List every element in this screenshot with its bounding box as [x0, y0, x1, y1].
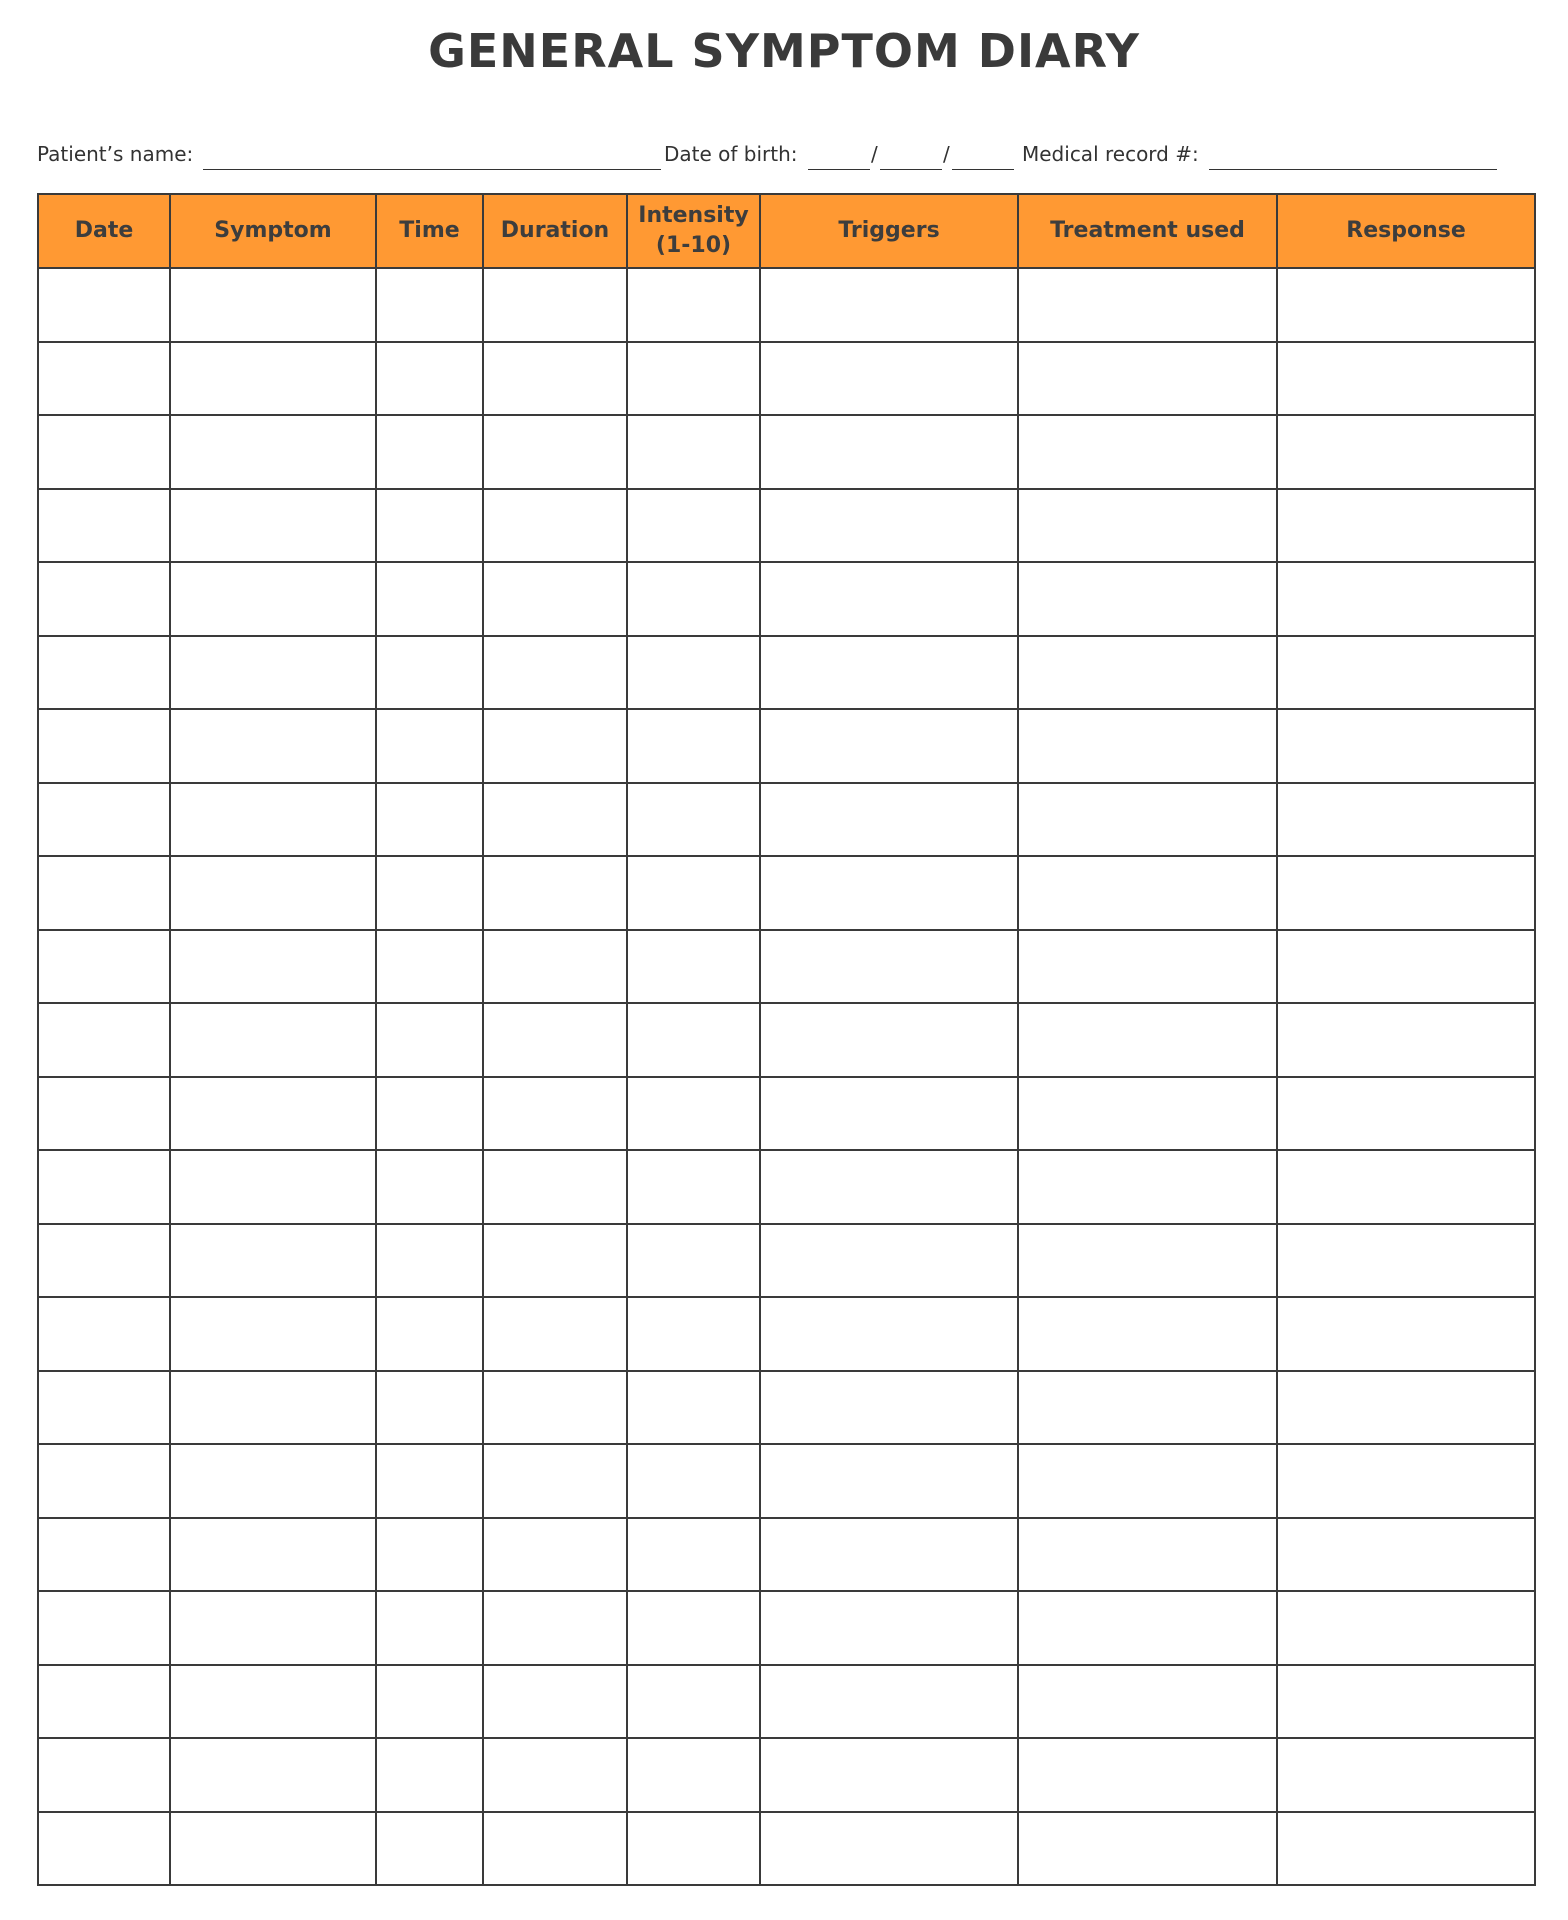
- cell-date[interactable]: [38, 1003, 170, 1077]
- cell-treatment-used[interactable]: [1018, 1150, 1277, 1224]
- table-row: [38, 1003, 1535, 1077]
- cell-intensity[interactable]: [627, 1297, 760, 1371]
- cell-response[interactable]: [1277, 930, 1535, 1004]
- column-header-symptom: Symptom: [170, 194, 376, 268]
- cell-symptom[interactable]: [170, 1371, 376, 1445]
- cell-treatment-used[interactable]: [1018, 783, 1277, 857]
- cell-response[interactable]: [1277, 1077, 1535, 1151]
- cell-date[interactable]: [38, 1150, 170, 1224]
- cell-intensity[interactable]: [627, 636, 760, 710]
- cell-triggers[interactable]: [760, 1297, 1018, 1371]
- cell-triggers[interactable]: [760, 1665, 1018, 1739]
- cell-duration[interactable]: [483, 1518, 627, 1592]
- cell-symptom[interactable]: [170, 562, 376, 636]
- cell-date[interactable]: [38, 1297, 170, 1371]
- cell-treatment-used[interactable]: [1018, 415, 1277, 489]
- cell-symptom[interactable]: [170, 1150, 376, 1224]
- cell-time[interactable]: [376, 1077, 483, 1151]
- cell-symptom[interactable]: [170, 930, 376, 1004]
- cell-response[interactable]: [1277, 1812, 1535, 1886]
- cell-symptom[interactable]: [170, 636, 376, 710]
- cell-intensity[interactable]: [627, 1812, 760, 1886]
- cell-symptom[interactable]: [170, 489, 376, 563]
- column-header-duration: Duration: [483, 194, 627, 268]
- cell-duration[interactable]: [483, 1003, 627, 1077]
- cell-treatment-used[interactable]: [1018, 1444, 1277, 1518]
- table-row: [38, 1297, 1535, 1371]
- cell-time[interactable]: [376, 930, 483, 1004]
- cell-response[interactable]: [1277, 415, 1535, 489]
- cell-time[interactable]: [376, 562, 483, 636]
- table-row: [38, 1812, 1535, 1886]
- cell-duration[interactable]: [483, 930, 627, 1004]
- table-row: [38, 415, 1535, 489]
- table-row: [38, 636, 1535, 710]
- cell-triggers[interactable]: [760, 856, 1018, 930]
- table-row: [38, 268, 1535, 342]
- dob-label: Date of birth:: [664, 142, 798, 166]
- cell-response[interactable]: [1277, 1665, 1535, 1739]
- cell-symptom[interactable]: [170, 1297, 376, 1371]
- dob-day-field[interactable]: [880, 169, 942, 170]
- cell-time[interactable]: [376, 783, 483, 857]
- table-body: [38, 268, 1535, 1885]
- table-row: [38, 1150, 1535, 1224]
- cell-time[interactable]: [376, 1003, 483, 1077]
- cell-date[interactable]: [38, 342, 170, 416]
- cell-treatment-used[interactable]: [1018, 1224, 1277, 1298]
- cell-response[interactable]: [1277, 1150, 1535, 1224]
- table-row: [38, 1591, 1535, 1665]
- cell-intensity[interactable]: [627, 1077, 760, 1151]
- table-row: [38, 930, 1535, 1004]
- column-header-treatment-used: Treatment used: [1018, 194, 1277, 268]
- cell-intensity[interactable]: [627, 268, 760, 342]
- cell-response[interactable]: [1277, 1003, 1535, 1077]
- cell-symptom[interactable]: [170, 856, 376, 930]
- cell-treatment-used[interactable]: [1018, 930, 1277, 1004]
- cell-response[interactable]: [1277, 1444, 1535, 1518]
- column-header-date: Date: [38, 194, 170, 268]
- cell-response[interactable]: [1277, 1297, 1535, 1371]
- cell-response[interactable]: [1277, 489, 1535, 563]
- cell-duration[interactable]: [483, 268, 627, 342]
- patient-name-field[interactable]: [203, 169, 661, 170]
- cell-treatment-used[interactable]: [1018, 856, 1277, 930]
- cell-intensity[interactable]: [627, 1738, 760, 1812]
- cell-duration[interactable]: [483, 709, 627, 783]
- cell-duration[interactable]: [483, 1371, 627, 1445]
- cell-duration[interactable]: [483, 1297, 627, 1371]
- cell-symptom[interactable]: [170, 1077, 376, 1151]
- cell-response[interactable]: [1277, 1518, 1535, 1592]
- cell-treatment-used[interactable]: [1018, 1812, 1277, 1886]
- cell-intensity[interactable]: [627, 1003, 760, 1077]
- cell-triggers[interactable]: [760, 342, 1018, 416]
- cell-triggers[interactable]: [760, 1224, 1018, 1298]
- cell-response[interactable]: [1277, 342, 1535, 416]
- medical-record-label: Medical record #:: [1022, 142, 1199, 166]
- cell-triggers[interactable]: [760, 1371, 1018, 1445]
- cell-time[interactable]: [376, 636, 483, 710]
- cell-time[interactable]: [376, 268, 483, 342]
- cell-intensity[interactable]: [627, 1444, 760, 1518]
- column-header-triggers: Triggers: [760, 194, 1018, 268]
- cell-intensity[interactable]: [627, 1665, 760, 1739]
- medical-record-field[interactable]: [1209, 169, 1497, 170]
- cell-duration[interactable]: [483, 856, 627, 930]
- cell-triggers[interactable]: [760, 415, 1018, 489]
- cell-response[interactable]: [1277, 783, 1535, 857]
- cell-response[interactable]: [1277, 1224, 1535, 1298]
- cell-triggers[interactable]: [760, 1077, 1018, 1151]
- cell-triggers[interactable]: [760, 1591, 1018, 1665]
- table-row: [38, 342, 1535, 416]
- column-header-response: Response: [1277, 194, 1535, 268]
- cell-date[interactable]: [38, 856, 170, 930]
- cell-intensity[interactable]: [627, 1224, 760, 1298]
- cell-intensity[interactable]: [627, 709, 760, 783]
- cell-date[interactable]: [38, 1738, 170, 1812]
- cell-date[interactable]: [38, 1077, 170, 1151]
- cell-date[interactable]: [38, 1371, 170, 1445]
- table-row: [38, 1077, 1535, 1151]
- cell-symptom[interactable]: [170, 1591, 376, 1665]
- cell-triggers[interactable]: [760, 1003, 1018, 1077]
- cell-time[interactable]: [376, 1371, 483, 1445]
- cell-triggers[interactable]: [760, 709, 1018, 783]
- cell-treatment-used[interactable]: [1018, 1518, 1277, 1592]
- cell-date[interactable]: [38, 1444, 170, 1518]
- cell-duration[interactable]: [483, 1077, 627, 1151]
- cell-triggers[interactable]: [760, 636, 1018, 710]
- cell-treatment-used[interactable]: [1018, 1077, 1277, 1151]
- cell-duration[interactable]: [483, 1738, 627, 1812]
- table-row: [38, 1665, 1535, 1739]
- table-row: [38, 783, 1535, 857]
- cell-time[interactable]: [376, 1738, 483, 1812]
- cell-symptom[interactable]: [170, 1224, 376, 1298]
- cell-response[interactable]: [1277, 562, 1535, 636]
- table-row: [38, 1518, 1535, 1592]
- cell-duration[interactable]: [483, 636, 627, 710]
- table-row: [38, 1444, 1535, 1518]
- cell-date[interactable]: [38, 1518, 170, 1592]
- cell-date[interactable]: [38, 268, 170, 342]
- table-row: [38, 856, 1535, 930]
- dob-separator: /: [943, 142, 950, 166]
- cell-treatment-used[interactable]: [1018, 1297, 1277, 1371]
- cell-time[interactable]: [376, 856, 483, 930]
- cell-duration[interactable]: [483, 1812, 627, 1886]
- page-title: GENERAL SYMPTOM DIARY: [428, 24, 1140, 78]
- cell-symptom[interactable]: [170, 1444, 376, 1518]
- column-header-intensity: Intensity (1-10): [627, 194, 760, 268]
- cell-symptom[interactable]: [170, 415, 376, 489]
- cell-treatment-used[interactable]: [1018, 1738, 1277, 1812]
- cell-time[interactable]: [376, 489, 483, 563]
- cell-treatment-used[interactable]: [1018, 1665, 1277, 1739]
- cell-intensity[interactable]: [627, 930, 760, 1004]
- cell-duration[interactable]: [483, 1591, 627, 1665]
- cell-triggers[interactable]: [760, 1444, 1018, 1518]
- cell-intensity[interactable]: [627, 783, 760, 857]
- table-row: [38, 709, 1535, 783]
- cell-symptom[interactable]: [170, 1518, 376, 1592]
- cell-intensity[interactable]: [627, 562, 760, 636]
- table-header-row: [38, 194, 1535, 268]
- cell-date[interactable]: [38, 415, 170, 489]
- cell-symptom[interactable]: [170, 1812, 376, 1886]
- cell-response[interactable]: [1277, 268, 1535, 342]
- cell-date[interactable]: [38, 783, 170, 857]
- cell-intensity[interactable]: [627, 1591, 760, 1665]
- cell-response[interactable]: [1277, 709, 1535, 783]
- patient-name-label: Patient’s name:: [37, 142, 194, 166]
- cell-intensity[interactable]: [627, 1371, 760, 1445]
- cell-date[interactable]: [38, 1812, 170, 1886]
- cell-date[interactable]: [38, 709, 170, 783]
- cell-time[interactable]: [376, 415, 483, 489]
- cell-duration[interactable]: [483, 783, 627, 857]
- cell-intensity[interactable]: [627, 1150, 760, 1224]
- dob-month-field[interactable]: [808, 169, 870, 170]
- cell-symptom[interactable]: [170, 709, 376, 783]
- cell-date[interactable]: [38, 1224, 170, 1298]
- table-row: [38, 1371, 1535, 1445]
- cell-symptom[interactable]: [170, 268, 376, 342]
- cell-time[interactable]: [376, 1224, 483, 1298]
- cell-symptom[interactable]: [170, 1003, 376, 1077]
- cell-duration[interactable]: [483, 1224, 627, 1298]
- cell-symptom[interactable]: [170, 783, 376, 857]
- cell-triggers[interactable]: [760, 1738, 1018, 1812]
- symptom-diary-table: [37, 193, 1536, 1886]
- cell-duration[interactable]: [483, 342, 627, 416]
- cell-time[interactable]: [376, 1665, 483, 1739]
- cell-symptom[interactable]: [170, 342, 376, 416]
- cell-intensity[interactable]: [627, 1518, 760, 1592]
- cell-date[interactable]: [38, 1665, 170, 1739]
- cell-duration[interactable]: [483, 1665, 627, 1739]
- cell-treatment-used[interactable]: [1018, 268, 1277, 342]
- cell-date[interactable]: [38, 489, 170, 563]
- cell-duration[interactable]: [483, 415, 627, 489]
- cell-intensity[interactable]: [627, 856, 760, 930]
- cell-time[interactable]: [376, 1444, 483, 1518]
- cell-duration[interactable]: [483, 1150, 627, 1224]
- cell-time[interactable]: [376, 1297, 483, 1371]
- cell-intensity[interactable]: [627, 342, 760, 416]
- cell-response[interactable]: [1277, 1371, 1535, 1445]
- cell-time[interactable]: [376, 1150, 483, 1224]
- cell-duration[interactable]: [483, 489, 627, 563]
- cell-triggers[interactable]: [760, 268, 1018, 342]
- cell-treatment-used[interactable]: [1018, 709, 1277, 783]
- cell-treatment-used[interactable]: [1018, 1003, 1277, 1077]
- cell-treatment-used[interactable]: [1018, 1591, 1277, 1665]
- cell-triggers[interactable]: [760, 783, 1018, 857]
- cell-duration[interactable]: [483, 1444, 627, 1518]
- cell-symptom[interactable]: [170, 1665, 376, 1739]
- cell-date[interactable]: [38, 1591, 170, 1665]
- cell-intensity[interactable]: [627, 489, 760, 563]
- cell-time[interactable]: [376, 1591, 483, 1665]
- cell-duration[interactable]: [483, 562, 627, 636]
- cell-date[interactable]: [38, 636, 170, 710]
- cell-response[interactable]: [1277, 636, 1535, 710]
- cell-response[interactable]: [1277, 1591, 1535, 1665]
- cell-triggers[interactable]: [760, 1812, 1018, 1886]
- cell-time[interactable]: [376, 1812, 483, 1886]
- dob-year-field[interactable]: [952, 169, 1014, 170]
- table-row: [38, 1738, 1535, 1812]
- cell-response[interactable]: [1277, 856, 1535, 930]
- cell-treatment-used[interactable]: [1018, 1371, 1277, 1445]
- cell-triggers[interactable]: [760, 489, 1018, 563]
- cell-date[interactable]: [38, 562, 170, 636]
- cell-treatment-used[interactable]: [1018, 489, 1277, 563]
- cell-treatment-used[interactable]: [1018, 342, 1277, 416]
- dob-separator: /: [871, 142, 878, 166]
- patient-info-line: [37, 142, 1537, 174]
- cell-triggers[interactable]: [760, 1150, 1018, 1224]
- cell-time[interactable]: [376, 342, 483, 416]
- cell-intensity[interactable]: [627, 415, 760, 489]
- cell-triggers[interactable]: [760, 562, 1018, 636]
- cell-triggers[interactable]: [760, 930, 1018, 1004]
- cell-time[interactable]: [376, 1518, 483, 1592]
- table-row: [38, 489, 1535, 563]
- cell-response[interactable]: [1277, 1738, 1535, 1812]
- cell-treatment-used[interactable]: [1018, 636, 1277, 710]
- column-header-time: Time: [376, 194, 483, 268]
- table-row: [38, 1224, 1535, 1298]
- cell-symptom[interactable]: [170, 1738, 376, 1812]
- cell-triggers[interactable]: [760, 1518, 1018, 1592]
- cell-treatment-used[interactable]: [1018, 562, 1277, 636]
- cell-date[interactable]: [38, 930, 170, 1004]
- table-row: [38, 562, 1535, 636]
- cell-time[interactable]: [376, 709, 483, 783]
